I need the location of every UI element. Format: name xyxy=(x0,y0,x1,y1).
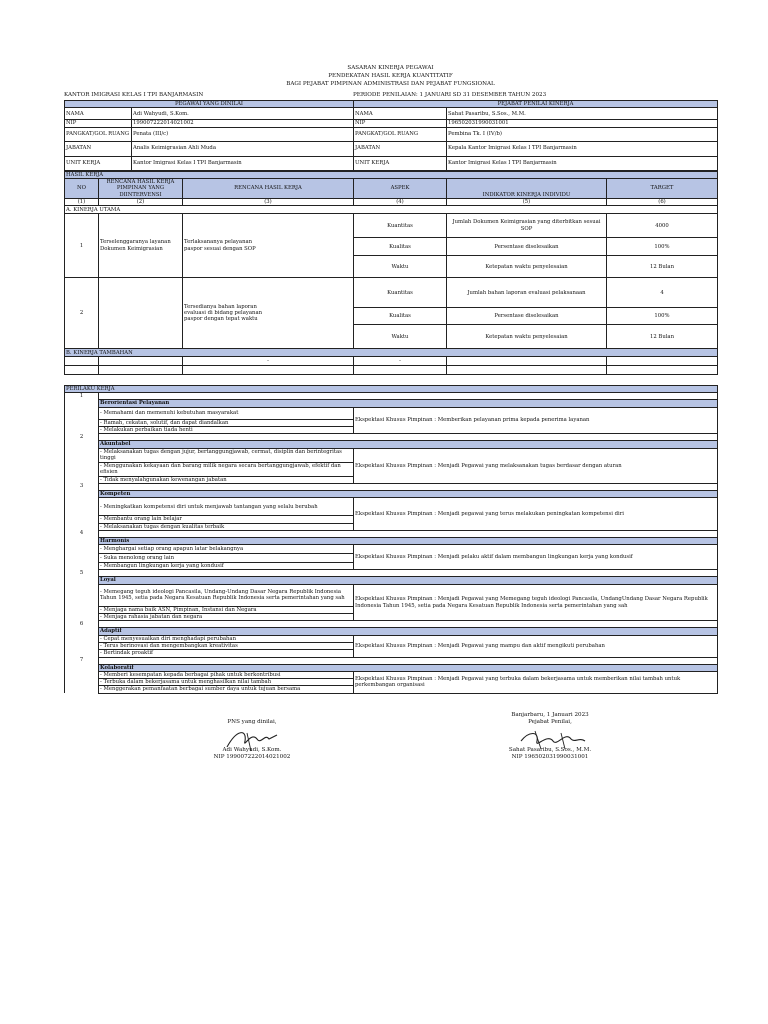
behavior-expectation: Ekspektasi Khusus Pimpinan : Menjadi Pegawai yang Memegang teguh ideologi Pancasila, UndangUndang Dasar Negara Republik Indonesia Tahun 1945, setia pada Negara Kesatuan Republik Indonesia serta pemerintahan yang sah xyxy=(354,584,718,621)
behavior-no-spacer xyxy=(65,407,99,419)
behavior-title: Harmonis xyxy=(99,537,718,544)
label-name-2: NAMA xyxy=(354,108,447,120)
behavior-no-spacer xyxy=(65,664,99,671)
col-leader-plan: RENCANA HASIL KERJA PIMPINAN YANG DIINTERVENSI xyxy=(99,178,183,198)
work-section-title: HASIL KERJA xyxy=(65,171,718,178)
skp-sheet xyxy=(64,64,717,760)
behavior-title-row xyxy=(65,628,718,635)
item-2-no: 2 xyxy=(65,278,99,349)
behavior-table xyxy=(64,385,718,694)
behavior-spacer xyxy=(99,434,718,441)
extra-aspect-2 xyxy=(354,366,447,375)
behavior-group-row xyxy=(65,530,718,537)
behavior-no-spacer xyxy=(65,448,99,462)
behavior-section-title: PERILAKU KERJA xyxy=(65,386,718,393)
item-1-plan xyxy=(183,214,354,278)
behavior-no: 5 xyxy=(65,570,99,577)
label-unit: UNIT KERJA xyxy=(65,156,132,170)
col-number-1: (1) xyxy=(65,198,99,205)
behavior-item: - Memegang teguh ideologi Pancasila, Undang-Undang Dasar Negara Republik Indonesia Tahun 1945, setia pada Negara Kesatuan Republik Indonesia serta pemerintahan yang sah xyxy=(99,584,354,606)
behavior-title: Berorientasi Pelayanan xyxy=(99,400,718,407)
extra-aspect: - xyxy=(354,357,447,366)
behavior-title: Adaptif xyxy=(99,628,718,635)
behavior-no-spacer xyxy=(65,650,99,657)
extra-target xyxy=(607,357,718,366)
behavior-item: - Membantu orang lain belajar xyxy=(99,516,354,523)
behavior-no-spacer xyxy=(65,686,99,693)
office-name: KANTOR IMIGRASI KELAS I TPI BANJARMASIN xyxy=(64,92,204,98)
behavior-no-spacer xyxy=(65,635,99,642)
behavior-no-spacer xyxy=(65,523,99,530)
behavior-item: - Melaksanakan tugas dengan jujur, bertanggungjawab, cermat, disiplin dan berintegritas tinggi xyxy=(99,448,354,462)
label-rank-2: PANGKAT/GOL RUANG xyxy=(354,127,447,141)
behavior-spacer xyxy=(99,570,718,577)
label-position: JABATAN xyxy=(65,141,132,156)
behavior-no: 3 xyxy=(65,483,99,490)
behavior-no: 6 xyxy=(65,621,99,628)
behavior-spacer xyxy=(99,483,718,490)
item-2-plan xyxy=(183,278,354,349)
assessor-position: Kepala Kantor Imigrasi Kelas I TPI Banjarmasin xyxy=(447,141,718,156)
behavior-item: - Meningkatkan kompetensi diri untuk menjawab tantangan yang selalu berubah xyxy=(99,498,354,516)
behavior-title-row xyxy=(65,537,718,544)
assessor-header: PEJABAT PENILAI KINERJA xyxy=(354,101,718,108)
col-number-5: (5) xyxy=(447,198,607,205)
document-header xyxy=(64,64,717,88)
behavior-expectation: Ekspektasi Khusus Pimpinan : Menjadi Pegawai yang melaksanakan tugas berdasar dengan aturan xyxy=(354,448,718,483)
behavior-title-row xyxy=(65,664,718,671)
behavior-item: - Bertindak proaktif xyxy=(99,650,354,657)
label-nip: NIP xyxy=(65,120,132,127)
office-period-line xyxy=(64,91,717,100)
doc-title: SASARAN KINERJA PEGAWAI xyxy=(347,65,434,71)
assessor-place-date: Banjarbaru, 1 Januari 2023 xyxy=(511,712,589,718)
behavior-group-row xyxy=(65,434,718,441)
behavior-title: Kolaboratif xyxy=(99,664,718,671)
behavior-item: - Ramah, cekatan, solutif, dan dapat diandalkan xyxy=(99,419,354,426)
extra-plan-2 xyxy=(183,366,354,375)
list-item xyxy=(65,448,718,462)
assessed-signature-nip: NIP 199007222014021002 xyxy=(213,754,291,760)
item-1-aspect-1: Kuantitas xyxy=(354,214,447,238)
assessor-rank: Pembina Tk. I (IV/b) xyxy=(447,127,718,141)
behavior-expectation: Ekspektasi Khusus Pimpinan : Menjadi pegawai yang terus melakukan peningkatan kompetensi diri xyxy=(354,498,718,531)
col-number-6: (6) xyxy=(607,198,718,205)
work-results-table xyxy=(64,171,718,376)
section-gap xyxy=(64,375,717,385)
behavior-no-spacer xyxy=(65,614,99,621)
behavior-group-row xyxy=(65,657,718,664)
behavior-group-row xyxy=(65,570,718,577)
item-1-target-2: 100% xyxy=(607,238,718,256)
assessed-position: Analis Keimigrasian Ahli Muda xyxy=(132,141,354,156)
behavior-no-spacer xyxy=(65,563,99,570)
item-1-indicator-1: Jumlah Dokumen Keimigrasian yang diterbitkan sesuai SOP xyxy=(447,214,607,238)
assessed-nip: 199007222014021002 xyxy=(132,120,354,127)
col-number-3: (3) xyxy=(183,198,354,205)
behavior-no-spacer xyxy=(65,516,99,523)
item-1-leader-plan: Terselenggaranya layanan Dokumen Keimigrasian xyxy=(99,214,183,278)
doc-subtitle-2: BAGI PEJABAT PIMPINAN ADMINISTRASI DAN PEJABAT FUNGSIONAL xyxy=(286,81,495,87)
item-2-target-3: 12 Bulan xyxy=(607,325,718,349)
item-1-aspect-3: Waktu xyxy=(354,256,447,278)
item-2-target-1: 4 xyxy=(607,278,718,308)
behavior-no-spacer xyxy=(65,584,99,606)
extra-leader-plan-2 xyxy=(99,366,183,375)
assessor-signature-nip: NIP 196502031990031001 xyxy=(511,754,589,760)
assessor-caption: Pejabat Penilai, xyxy=(528,719,572,725)
behavior-group-row xyxy=(65,621,718,628)
behavior-no-spacer xyxy=(65,554,99,563)
item-1-indicator-3: Ketepatan waktu penyelesaian xyxy=(447,256,607,278)
behavior-no-spacer xyxy=(65,441,99,448)
col-number-4: (4) xyxy=(354,198,447,205)
item-2-indicator-1: Jumlah bahan laporan evaluasi pelaksanaan xyxy=(447,278,607,308)
behavior-spacer xyxy=(99,530,718,537)
assessor-nip: 196502031990031001 xyxy=(447,120,718,127)
col-no: NO xyxy=(65,178,99,198)
list-item xyxy=(65,407,718,419)
behavior-no-spacer xyxy=(65,577,99,584)
table-row xyxy=(65,278,718,308)
behavior-title: Akuntabel xyxy=(99,441,718,448)
extra-indicator-2 xyxy=(447,366,607,375)
col-aspect: ASPEK xyxy=(354,178,447,198)
behavior-title-row xyxy=(65,490,718,497)
behavior-group-row xyxy=(65,393,718,400)
item-1-plan-text: Terlaksananya pelayanan paspor sesuai dengan SOP xyxy=(184,239,256,252)
assessed-caption: PNS yang dinilai, xyxy=(227,719,277,725)
behavior-item: - Membangun lingkungan kerja yang kondusif xyxy=(99,563,354,570)
employee-table xyxy=(64,100,718,171)
item-2-target-2: 100% xyxy=(607,308,718,325)
behavior-no-spacer xyxy=(65,606,99,613)
period-text: PERIODE PENILAIAN: 1 JANUARI SD 31 DESEMBER TAHUN 2023 xyxy=(353,92,547,98)
behavior-no-spacer xyxy=(65,537,99,544)
section-a-title: A. KINERJA UTAMA xyxy=(65,206,718,214)
assessed-rank: Penata (III/c) xyxy=(132,127,354,141)
label-rank: PANGKAT/GOL RUANG xyxy=(65,127,132,141)
extra-target-2 xyxy=(607,366,718,375)
behavior-spacer xyxy=(99,657,718,664)
behavior-no-spacer xyxy=(65,419,99,426)
behavior-no-spacer xyxy=(65,462,99,476)
behavior-expectation: Ekspektasi Khusus Pimpinan : Menjadi pelaku aktif dalam membangun lingkungan kerja yang kondusif xyxy=(354,545,718,570)
behavior-item: - Menghargai setiap orang apapun latar belakangnya xyxy=(99,545,354,554)
behavior-no-spacer xyxy=(65,490,99,497)
table-row xyxy=(65,366,718,375)
behavior-title: Loyal xyxy=(99,577,718,584)
item-1-aspect-2: Kualitas xyxy=(354,238,447,256)
item-2-indicator-3: Ketepatan waktu penyelesaian xyxy=(447,325,607,349)
behavior-spacer xyxy=(99,621,718,628)
behavior-item: - Tidak menyalahgunakan kewenangan jabatan xyxy=(99,476,354,483)
label-name: NAMA xyxy=(65,108,132,120)
behavior-no-spacer xyxy=(65,545,99,554)
item-2-aspect-3: Waktu xyxy=(354,325,447,349)
behavior-title: Kompeten xyxy=(99,490,718,497)
col-indicator: INDIKATOR KINERJA INDIVIDU xyxy=(447,178,607,198)
item-1-target-1: 4000 xyxy=(607,214,718,238)
item-2-indicator-2: Persentase diselesaikan xyxy=(447,308,607,325)
item-2-plan-text: Tersedianya bahan laporan evaluasi di bidang pelayanan paspor dengan tepat waktu xyxy=(184,303,263,323)
behavior-expectation: Ekspektasi Khusus Pimpinan : Menjadi Pegawai yang mampu dan aktif mengikuti perubahan xyxy=(354,635,718,657)
section-b-title: B. KINERJA TAMBAHAN xyxy=(65,349,718,357)
behavior-expectation: Ekspektasi Khusus Pimpinan : Menjadi Pegawai yang terbuka dalam bekerjasama untuk memberikan nilai tambah untuk perkembangan organisasi xyxy=(354,671,718,693)
behavior-no-spacer xyxy=(65,476,99,483)
behavior-no-spacer xyxy=(65,628,99,635)
doc-subtitle: PENDEKATAN HASIL KERJA KUANTITATIF xyxy=(328,73,453,79)
col-target: TARGET xyxy=(607,178,718,198)
item-2-leader-plan xyxy=(99,278,183,349)
extra-indicator xyxy=(447,357,607,366)
assessed-name: Adi Wahyudi, S.Kom. xyxy=(132,108,354,120)
list-item xyxy=(65,671,718,678)
signature-assessed xyxy=(152,719,352,761)
behavior-no-spacer xyxy=(65,400,99,407)
list-item xyxy=(65,635,718,642)
behavior-group-row xyxy=(65,483,718,490)
behavior-no-spacer xyxy=(65,498,99,516)
behavior-item: - Suka menolong orang lain xyxy=(99,554,354,563)
behavior-item: - Memberi kesempatan kepada berbagai pihak untuk berkontribusi xyxy=(99,671,354,678)
behavior-no-spacer xyxy=(65,671,99,678)
extra-plan: - xyxy=(183,357,354,366)
behavior-expectation: Ekspektasi Khusus Pimpinan : Memberikan pelayanan prima kepada penerima layanan xyxy=(354,407,718,434)
extra-no xyxy=(65,357,99,366)
behavior-no: 2 xyxy=(65,434,99,441)
behavior-item: - Melakukan perbaikan tiada henti xyxy=(99,427,354,434)
behavior-spacer xyxy=(99,393,718,400)
col-plan: RENCANA HASIL KERJA xyxy=(183,178,354,198)
item-2-aspect-1: Kuantitas xyxy=(354,278,447,308)
assessed-header: PEGAWAI YANG DINILAI xyxy=(65,101,354,108)
assessed-unit: Kantor Imigrasi Kelas I TPI Banjarmasin xyxy=(132,156,354,170)
extra-leader-plan xyxy=(99,357,183,366)
assessed-signature-name: Adi Wahyudi, S.Kom. xyxy=(222,747,282,753)
assessor-unit: Kantor Imigrasi Kelas I TPI Banjarmasin xyxy=(447,156,718,170)
label-unit-2: UNIT KERJA xyxy=(354,156,447,170)
table-row xyxy=(65,357,718,366)
behavior-no-spacer xyxy=(65,427,99,434)
label-position-2: JABATAN xyxy=(354,141,447,156)
assessor-signature-name: Sahat Pasaribu, S.Sos., M.M. xyxy=(508,747,592,753)
behavior-item: - Menggunakan kekayaan dan barang milik negara secara bertanggungjawab, efektif dan efisien xyxy=(99,462,354,476)
behavior-no-spacer xyxy=(65,642,99,649)
behavior-item: - Terus berinovasi dan mengembangkan kreativitas xyxy=(99,642,354,649)
item-1-indicator-2: Persentase diselesaikan xyxy=(447,238,607,256)
item-2-aspect-2: Kualitas xyxy=(354,308,447,325)
label-nip-2: NIP xyxy=(354,120,447,127)
behavior-item: - Menjaga rahasia jabatan dan negara xyxy=(99,614,354,621)
behavior-title-row xyxy=(65,577,718,584)
behavior-no-spacer xyxy=(65,679,99,686)
behavior-no: 4 xyxy=(65,530,99,537)
behavior-item: - Menjaga nama baik ASN, Pimpinan, Instansi dan Negara xyxy=(99,606,354,613)
extra-no-2 xyxy=(65,366,99,375)
item-1-no: 1 xyxy=(65,214,99,278)
behavior-item: - Memahami dan memenuhi kebutuhan masyarakat xyxy=(99,407,354,419)
list-item xyxy=(65,545,718,554)
assessor-name: Sahat Pasaribu, S.Sos., M.M. xyxy=(447,108,718,120)
col-number-2: (2) xyxy=(99,198,183,205)
behavior-item: - Terbuka dalam bekerjasama untuk menghasilkan nilai tambah xyxy=(99,679,354,686)
behavior-title-row xyxy=(65,441,718,448)
list-item xyxy=(65,584,718,606)
behavior-no: 7 xyxy=(65,657,99,664)
behavior-item: - Menggerakan pemanfaatan berbagai sumber daya untuk tujuan bersama xyxy=(99,686,354,693)
behavior-no: 1 xyxy=(65,393,99,400)
list-item xyxy=(65,498,718,516)
item-1-target-3: 12 Bulan xyxy=(607,256,718,278)
table-row xyxy=(65,214,718,238)
behavior-title-row xyxy=(65,400,718,407)
behavior-item: - Melaksanakan tugas dengan kualitas terbaik xyxy=(99,523,354,530)
signature-assessor xyxy=(450,712,650,761)
behavior-item: - Cepat menyesuaikan diri menghadapi perubahan xyxy=(99,635,354,642)
